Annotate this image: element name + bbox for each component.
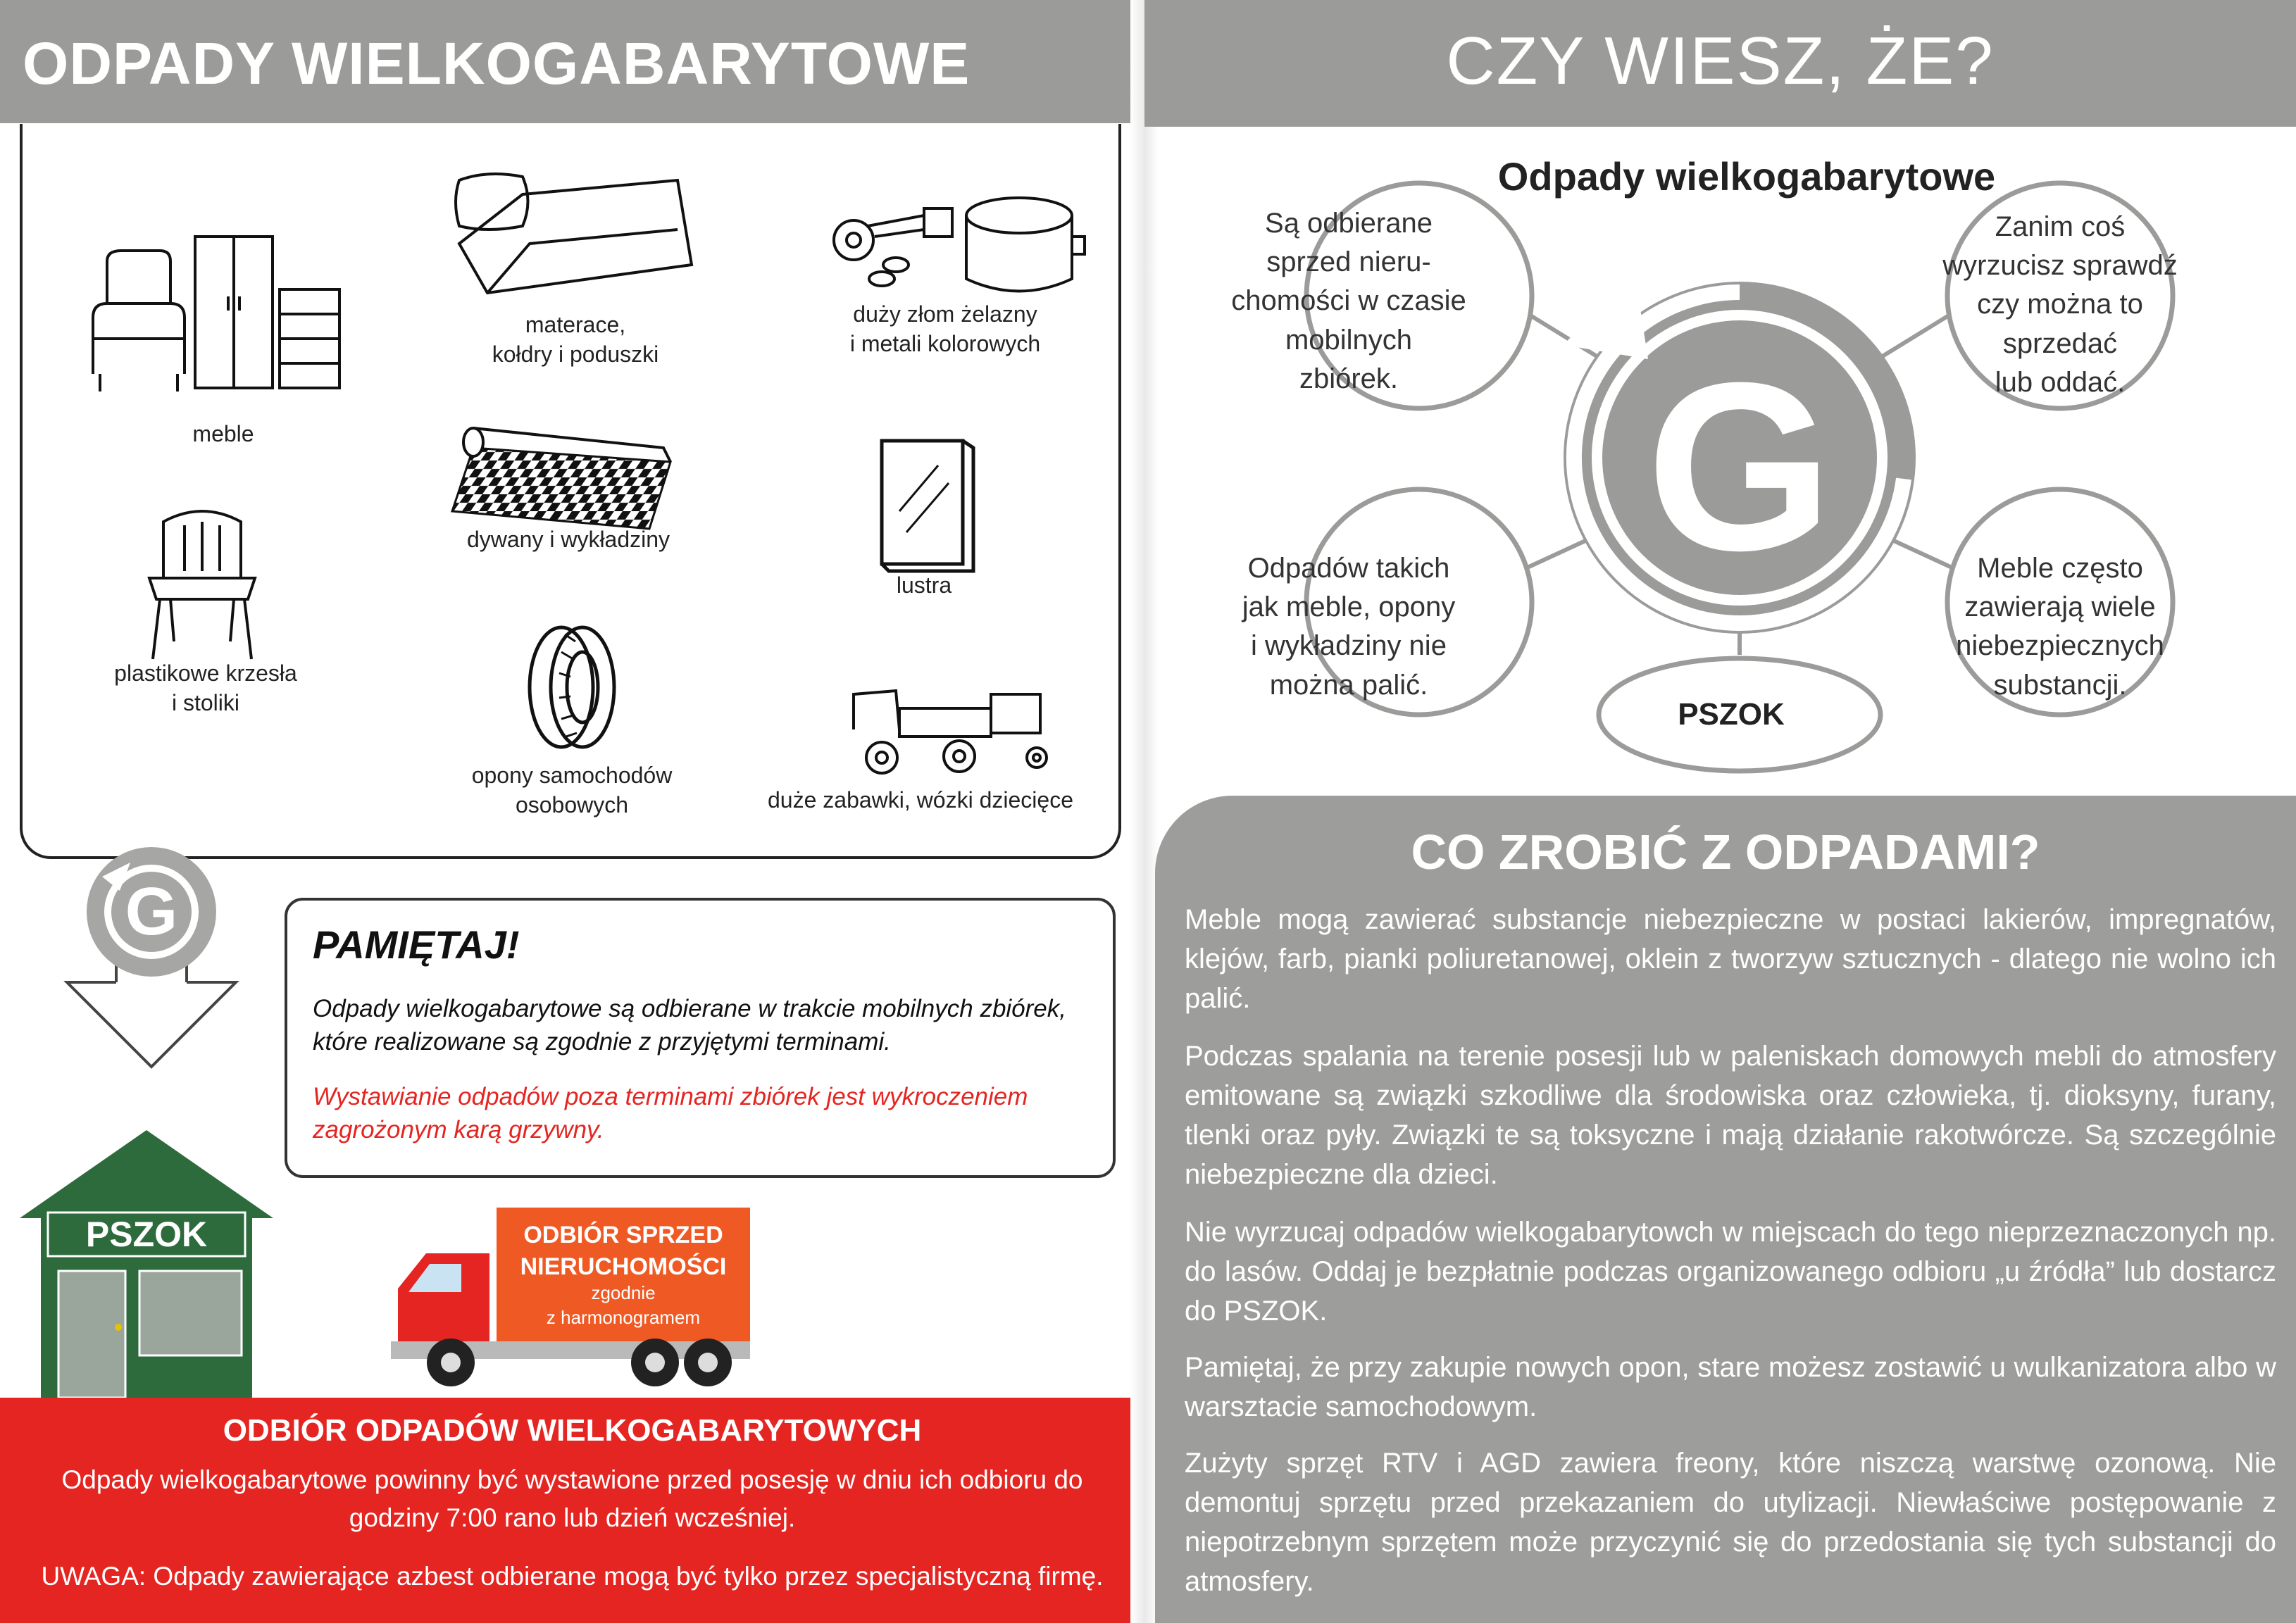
carpet-roll-icon — [445, 427, 678, 532]
what-to-do-title: CO ZROBIĆ Z ODPADAMI? — [1411, 825, 2040, 879]
item-label-dywany: dywany i wykładziny — [466, 527, 670, 552]
truck-sign-line1: ODBIÓR SPRZED — [523, 1222, 723, 1248]
furniture-icon — [79, 233, 347, 402]
pszok-sign-text: PSZOK — [85, 1215, 208, 1254]
truck-sign-line3: zgodnie — [591, 1282, 656, 1303]
truck-sign-line4: z harmonogramem — [546, 1307, 701, 1328]
tire-icon — [523, 620, 621, 754]
pszok-oval-text: PSZOK — [1678, 697, 1785, 732]
pszok-building-icon — [20, 1127, 273, 1398]
logo-letter: G — [125, 874, 178, 949]
diagram-title: Odpady wielkogabarytowe — [1497, 154, 1996, 199]
item-label-krzesla: plastikowe krzesła i stoliki — [114, 660, 297, 715]
g-recycle-logo-icon — [63, 841, 239, 1081]
item-label-materace: materace, kołdry i poduszki — [492, 312, 659, 367]
right-page-title: CZY WIESZ, ŻE? — [1446, 23, 1995, 99]
item-label-meble: meble — [192, 421, 254, 446]
banner-note: UWAGA: Odpady zawierające azbest odbierane mogą być tylko przez specjalistyczną firmę. — [41, 1562, 1104, 1591]
what-to-do-paragraph-5: Zużyty sprzęt RTV i AGD zawiera freony, które niszczą warstwę ozonową. Nie demontuj sprzętu przed przekazaniem do utylizacji. Niewłaściwe postępowanie z niepotrzebnym sprzętem może przyczynić się do przedostania się tych substancji do atmosfery. — [1185, 1448, 2276, 1597]
bubble-bottom-right-text: Meble często zawierają wiele niebezpiecznych substancji. — [1956, 553, 2164, 701]
collection-banner — [0, 1398, 1144, 1623]
banner-text: Odpady wielkogabarytowe powinny być wystawione przed posesję w dniu ich odbioru do godziny 7:00 rano lub dzień wcześniej. — [61, 1465, 1083, 1532]
mattress-pillow-icon — [445, 166, 699, 300]
scrap-metal-icon — [818, 187, 1086, 300]
item-label-zlom: duży złom żelazny i metali kolorowych — [849, 301, 1041, 356]
toy-truck-icon — [840, 680, 1058, 779]
what-to-do-paragraph-4: Pamiętaj, że przy zakupie nowych opon, stare możesz zostawić u wulkanizatora albo w warsztacie samochodowym. — [1185, 1352, 2276, 1422]
bubble-top-left-text: Są odbierane sprzed nieru- chomości w czasie mobilnych zbiórek. — [1231, 208, 1466, 394]
mirror-icon — [868, 434, 980, 575]
g-center-letter: G — [1646, 333, 1833, 601]
plastic-chair-icon — [142, 501, 262, 663]
what-to-do-paragraph-3: Nie wyrzucaj odpadów wielkogabarytowch w miejscach do tego nieprzeznaczonych np. do lasów. Oddaj je bezpłatnie podczas organizowanego odbioru „u źródła” lub dostarcz do PSZOK. — [1185, 1217, 2276, 1327]
remember-text: Odpady wielkogabarytowe są odbierane w trakcie mobilnych zbiórek, które realizowane są zgodnie z przyjętymi terminami. — [313, 995, 1066, 1056]
remember-warning: Wystawianie odpadów poza terminami zbiórek jest wykroczeniem zagrożonym karą grzywny. — [313, 1083, 1028, 1144]
bubble-top-right-text: Zanim coś wyrzucisz sprawdź czy można to sprzedać lub oddać. — [1942, 211, 2178, 398]
banner-title: ODBIÓR ODPADÓW WIELKOGABARYTOWYCH — [223, 1413, 922, 1448]
what-to-do-panel — [1155, 796, 2296, 1623]
left-page-title: ODPADY WIELKOGABARYTOWE — [23, 30, 971, 96]
items-panel — [20, 124, 1121, 859]
what-to-do-paragraph-1: Meble mogą zawierać substancje niebezpieczne w postaci lakierów, impregnatów, klejów, farb, pianki poliuretanowej, oklein z tworzyw sztucznych - dlatego nie wolno ich palić. — [1185, 904, 2276, 1014]
bubble-bottom-left-text: Odpadów takich jak meble, opony i wykładziny nie można palić. — [1242, 553, 1456, 701]
remember-box — [285, 898, 1116, 1178]
item-label-lustra: lustra — [896, 572, 952, 598]
truck-sign-line2: NIERUCHOMOŚCI — [520, 1253, 727, 1280]
truck-icon — [384, 1204, 757, 1394]
remember-title: PAMIĘTAJ! — [313, 922, 520, 967]
item-label-zabawki: duże zabawki, wózki dziecięce — [768, 787, 1073, 813]
what-to-do-paragraph-2: Podczas spalania na terenie posesji lub w paleniskach domowych mebli do atmosfery emitowane są związki szkodliwe dla środowiska oraz człowieka, tj. dioksyny, furany, tlenki oraz pyły. Związki te są toksyczne i mają działanie rakotwórcze. Są szczególnie niebezpieczne dla dzieci. — [1185, 1041, 2276, 1190]
item-label-opony: opony samochodów osobowych — [471, 763, 673, 817]
page-fold — [1130, 0, 1159, 1623]
